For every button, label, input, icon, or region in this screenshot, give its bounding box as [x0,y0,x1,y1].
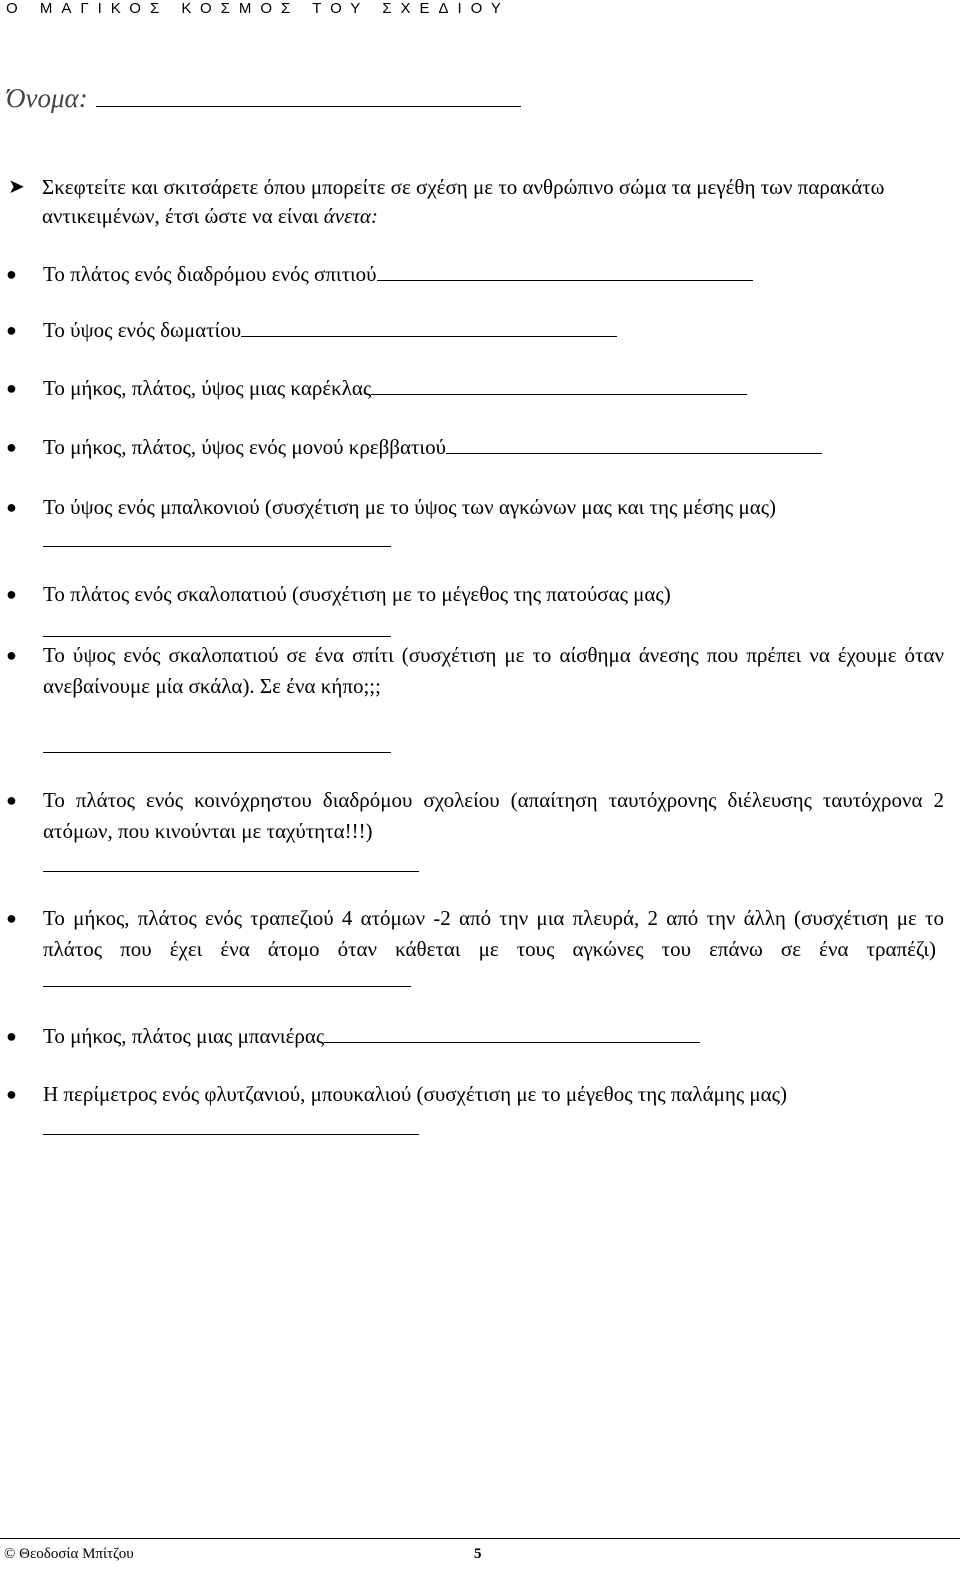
bullet-icon: ● [6,908,17,928]
item-text: Το μήκος, πλάτος μιας μπανιέρας [43,1024,325,1048]
list-item [0,373,958,404]
answer-line[interactable] [446,433,822,454]
page-number: 5 [474,1546,482,1562]
answer-line[interactable] [241,316,617,337]
item-text: Το πλάτος ενός κοινόχρηστου διαδρόμου σχολείου (απαίτηση ταυτόχρονης διέλευσης ταυτόχρονα 2 ατόμων, που κινούνται με ταχύτητα!!!) [43,788,944,843]
bullet-icon: ● [6,378,17,398]
list-item [0,579,958,610]
instructions-body: Σκεφτείτε και σκιτσάρετε όπου μπορείτε σε σχέση με το ανθρώπινο σώμα τα μεγέθη των παρακάτω αντικειμένων, έτσι ώστε να είναι [42,175,885,228]
answer-line[interactable] [43,1134,419,1135]
instructions-text [42,173,956,231]
answer-line[interactable] [371,374,747,395]
name-field [6,82,521,114]
item-text: Το ύψος ενός σκαλοπατιού σε ένα σπίτι (συσχέτιση με το αίσθημα άνεσης που πρέπει να έχουμε όταν ανεβαίνουμε μία σκάλα). Σε ένα κήπο;;; [43,643,944,698]
item-text: Η περίμετρος ενός φλυτζανιού, μπουκαλιού (συσχέτιση με το μέγεθος της παλάμης μας) [43,1082,787,1106]
list-item [0,432,958,463]
instructions [8,173,956,231]
answer-line[interactable] [43,966,411,987]
item-text: Το ύψος ενός μπαλκονιού (συσχέτιση με το ύψος των αγκώνων μας και της μέσης μας) [43,495,777,519]
name-label: Όνομα: [6,83,88,113]
answer-line[interactable] [43,636,391,637]
list-item [0,315,958,346]
bullet-icon: ● [6,497,17,517]
bullet-icon: ● [6,437,17,457]
answer-line[interactable] [377,260,753,281]
bullet-icon: ● [6,645,17,665]
bullet-icon: ● [6,1084,17,1104]
bullet-icon: ● [6,320,17,340]
item-text: Το ύψος ενός δωματίου [43,318,242,342]
list-item [0,1021,958,1052]
bullet-icon: ● [6,264,17,284]
bullet-icon: ● [6,790,17,810]
list-item [0,1079,958,1110]
instructions-emphasis: άνετα: [323,204,378,228]
list-item [0,492,958,523]
list-item [0,903,958,996]
list-item [0,640,958,702]
answer-line[interactable] [43,546,391,547]
bullet-icon: ● [6,1026,17,1046]
document-header: Ο ΜΑΓΙΚΟΣ ΚΟΣΜΟΣ ΤΟΥ ΣΧΕΔΙΟΥ [6,0,510,17]
list-item [0,785,958,847]
footer-divider [0,1538,960,1539]
item-text: Το μήκος, πλάτος, ύψος ενός μονού κρεββατιού [43,435,446,459]
footer-author: © Θεοδοσία Μπίτζου [4,1546,134,1562]
item-text: Το μήκος, πλάτος ενός τραπεζιού 4 ατόμων -2 από την μια πλευρά, 2 από την άλλη (συσχέτιση με το πλάτος που έχει ένα άτομο όταν κάθεται με τους αγκώνες του επάνω σε ένα τραπέζι) [43,906,944,961]
list-item [0,259,958,290]
arrow-bullet-icon: ➤ [8,176,25,198]
item-text: Το πλάτος ενός διαδρόμου ενός σπιτιού [43,262,377,286]
item-text: Το πλάτος ενός σκαλοπατιού (συσχέτιση με το μέγεθος της πατούσας μας) [43,582,671,606]
answer-line[interactable] [43,871,419,872]
bullet-icon: ● [6,584,17,604]
answer-line[interactable] [43,752,391,753]
name-blank-line[interactable] [96,82,521,107]
answer-line[interactable] [324,1022,700,1043]
item-text: Το μήκος, πλάτος, ύψος μιας καρέκλας [43,376,372,400]
